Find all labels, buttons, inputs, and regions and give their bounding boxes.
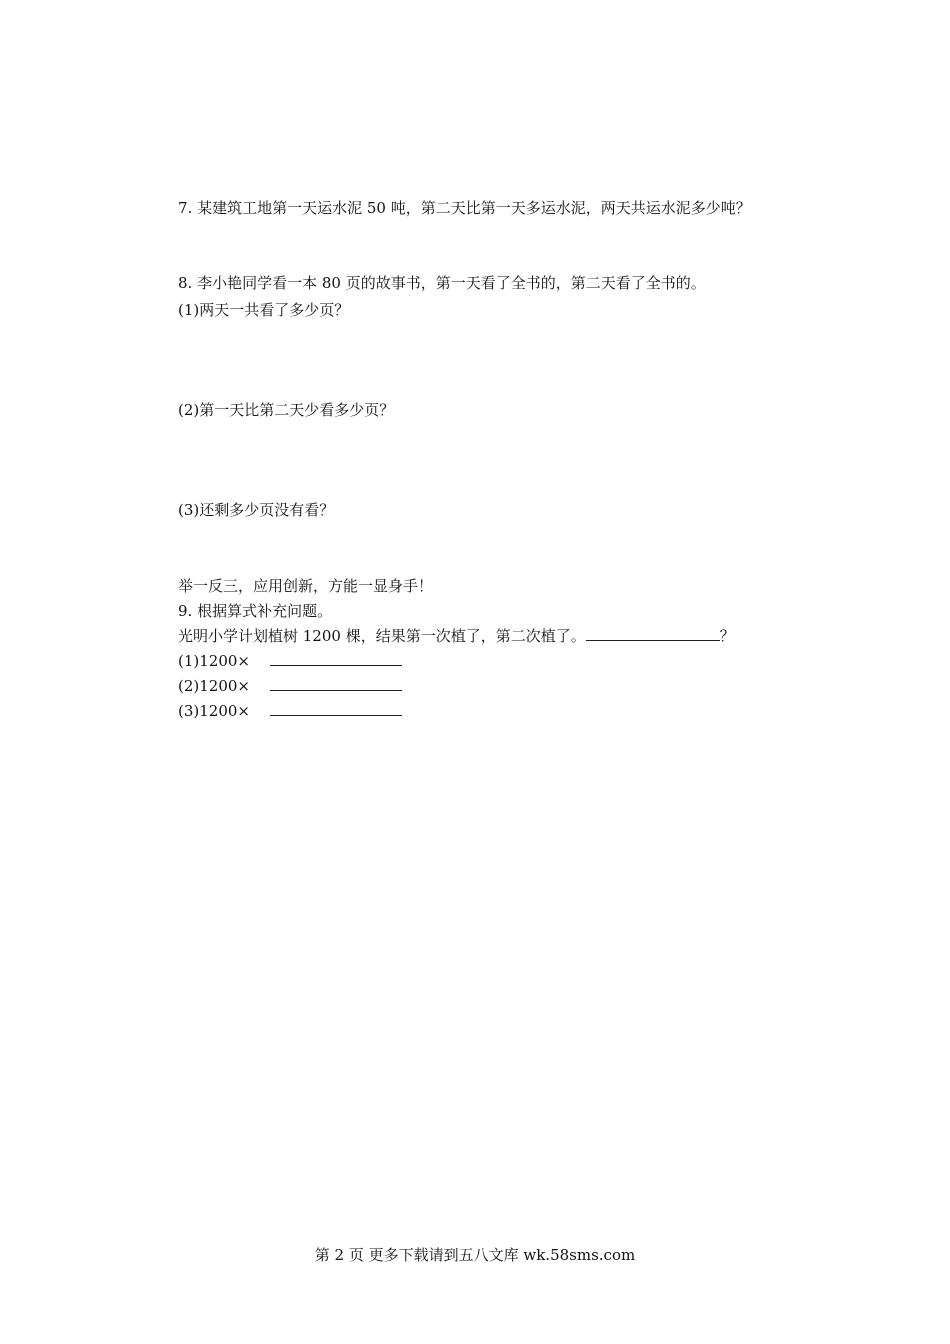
answer-blank-1[interactable] — [270, 651, 402, 666]
question-8-sub-1: (1)两天一共看了多少页？ — [178, 301, 350, 319]
question-7: 7. 某建筑工地第一天运水泥 50 吨，第二天比第一天多运水泥，两天共运水泥多少吨？ — [178, 199, 751, 217]
question-9-stem: 9. 根据算式补充问题。 — [178, 602, 333, 620]
question-8-stem: 8. 李小艳同学看一本 80 页的故事书，第一天看了全书的，第二天看了全书的。 — [178, 274, 706, 292]
answer-blank-3[interactable] — [270, 701, 402, 716]
section-title: 举一反三，应用创新，方能一显身手！ — [178, 577, 434, 595]
question-9-context-text: 光明小学计划植树 1200 棵，结果第一次植了，第二次植了。 — [178, 627, 586, 645]
formula-3: (3)1200× — [178, 702, 250, 720]
formula-2: (2)1200× — [178, 677, 250, 695]
question-9-context — [178, 626, 735, 646]
question-8-sub-3: (3)还剩多少页没有看？ — [178, 501, 335, 519]
answer-blank-2[interactable] — [270, 676, 402, 691]
question-9-item-3 — [178, 701, 402, 721]
question-8-sub-2: (2)第一天比第二天少看多少页？ — [178, 401, 395, 419]
question-9-item-2 — [178, 676, 402, 696]
question-mark: ？ — [719, 627, 735, 645]
question-9-item-1 — [178, 651, 402, 671]
page-footer: 第 2 页 更多下载请到五八文库 wk.58sms.com — [314, 1246, 636, 1264]
formula-1: (1)1200× — [178, 652, 250, 670]
answer-blank-main[interactable] — [586, 626, 720, 641]
